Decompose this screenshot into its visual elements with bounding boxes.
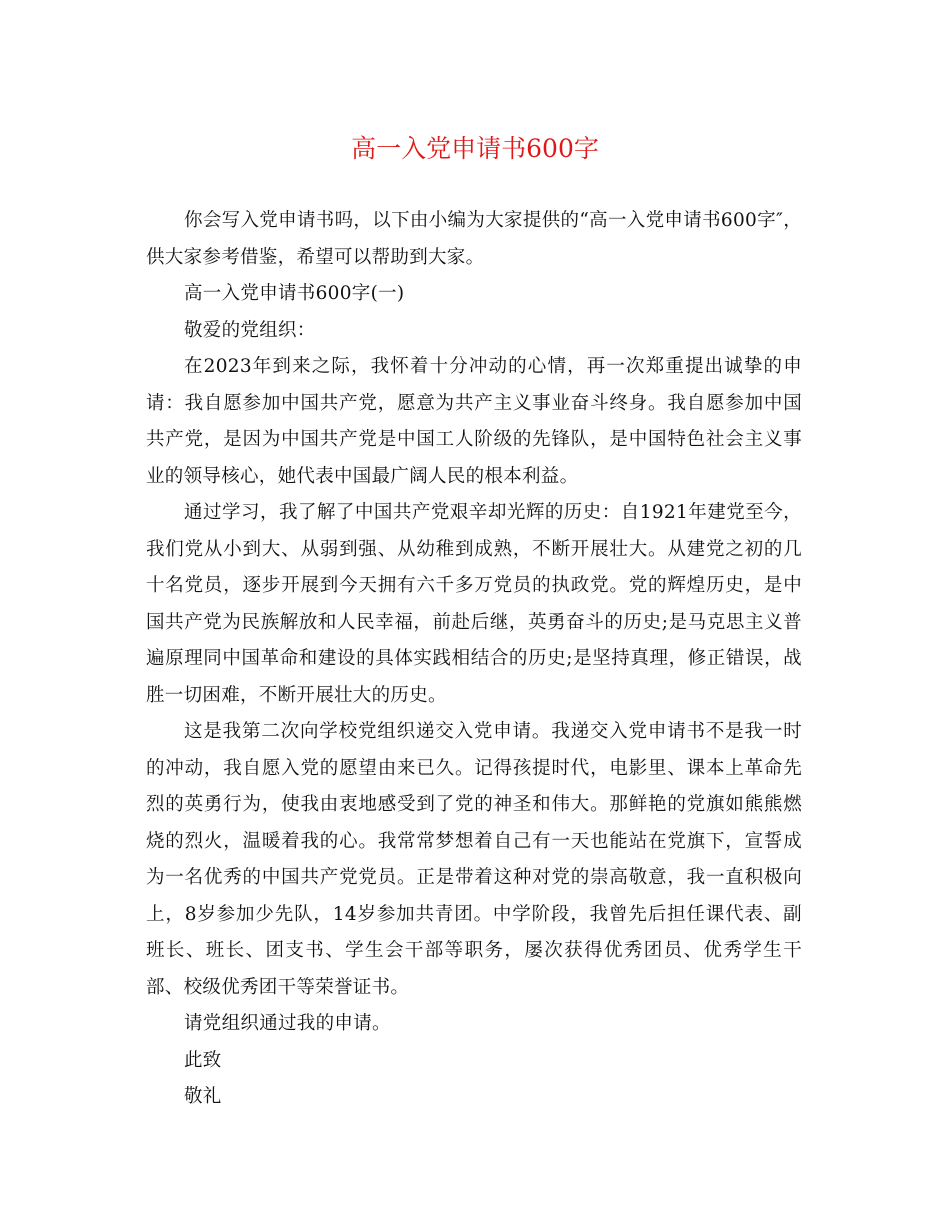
closing-request: 请党组织通过我的申请。	[184, 1013, 391, 1034]
document-title: 高一入党申请书600字	[351, 134, 599, 163]
section-heading: 高一入党申请书600字(一)	[184, 283, 405, 304]
body-paragraph: 通过学习，我了解了中国共产党艰辛却光辉的历史：自1921年建党至今，我们党从小到大、从弱到强、从幼稚到成熟，不断开展壮大。从建党之初的几十名党员，逐步开展到今天拥有六千多万党员的执政党。党的辉煌历史，是中国共产党为民族解放和人民幸福，前赴后继，英勇奋斗的历史;是马克思主义普遍原理同中国革命和建设的具体实践相结合的历史;是坚持真理，修正错误，战胜一切困难，不断开展壮大的历史。	[146, 502, 802, 706]
intro-paragraph: 你会写入党申请书吗，以下由小编为大家提供的“高一入党申请书600字″，供大家参考借鉴，希望可以帮助到大家。	[146, 210, 802, 268]
closing-phrase: 此致	[184, 1049, 222, 1071]
body-paragraph: 这是我第二次向学校党组织递交入党申请。我递交入党申请书不是我一时的冲动，我自愿入党的愿望由来已久。记得孩提时代，电影里、课本上革命先烈的英勇行为，使我由衷地感受到了党的神圣和伟大。那鲜艳的党旗如熊熊燃烧的烈火，温暖着我的心。我常常梦想着自己有一天也能站在党旗下，宣誓成为一名优秀的中国共产党党员。正是带着这种对党的崇高敬意，我一直积极向上，8岁参加少先队，14岁参加共青团。中学阶段，我曾先后担任课代表、副班长、班长、团支书、学生会干部等职务，屡次获得优秀团员、优秀学生干部、校级优秀团干等荣誉证书。	[146, 721, 802, 998]
body-paragraph: 在2023年到来之际，我怀着十分冲动的心情，再一次郑重提出诚挚的申请：我自愿参加中国共产党，愿意为共产主义事业奋斗终身。我自愿参加中国共产党，是因为中国共产党是中国工人阶级的先锋队，是中国特色社会主义事业的领导核心，她代表中国最广阔人民的根本利益。	[146, 356, 802, 487]
salutation: 敬爱的党组织：	[184, 319, 316, 341]
closing-salute: 敬礼	[184, 1086, 222, 1107]
document-body	[146, 203, 802, 1116]
